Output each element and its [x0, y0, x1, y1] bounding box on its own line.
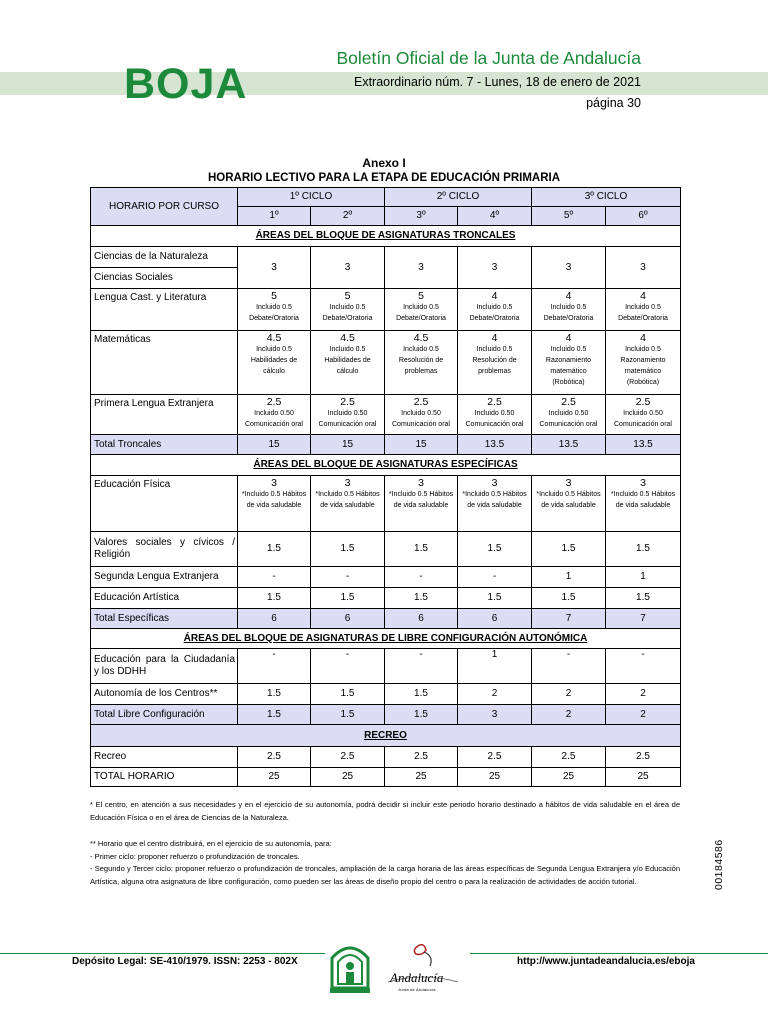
table-cell: 4 Incluido 0.5 Resolución de problemas: [458, 331, 532, 395]
table-cell: 7: [606, 609, 681, 629]
table-cell: 25: [385, 768, 458, 787]
footnotes: [90, 799, 680, 888]
table-cell: 25: [606, 768, 681, 787]
table-cell: 2: [532, 684, 606, 705]
table-cell: 1.5: [606, 588, 681, 609]
table-cell: -: [606, 649, 681, 684]
table-cell: 1: [458, 649, 532, 684]
table-cell: 4.5 Incluido 0.5 Resolución de problemas: [385, 331, 458, 395]
table-cell: 1.5: [311, 705, 385, 725]
boja-logo: BOJA: [124, 60, 248, 108]
table-cell: -: [385, 649, 458, 684]
table-cell: 3: [238, 247, 311, 289]
table-cell: 1.5: [238, 532, 311, 567]
bulletin-title: Boletín Oficial de la Junta de Andalucía: [336, 48, 641, 68]
corner-header: HORARIO POR CURSO: [91, 188, 238, 226]
table-cell: 5 Incluido 0.5 Debate/Oratoria: [311, 289, 385, 331]
table-cell: 3: [311, 247, 385, 289]
section-header: ÁREAS DEL BLOQUE DE ASIGNATURAS DE LIBRE CONFIGURACIÓN AUTONÓMICA: [91, 629, 681, 649]
table-cell: 1: [532, 567, 606, 588]
table-cell: -: [238, 649, 311, 684]
table-cell: 2: [532, 705, 606, 725]
table-cell: 3 *Incluido 0.5 Hábitos de vida saludable: [606, 476, 681, 532]
table-cell: 5 Incluido 0.5 Debate/Oratoria: [238, 289, 311, 331]
table-cell: 4 Incluido 0.5 Razonamiento matemático (Robótica): [606, 331, 681, 395]
subject-label: Segunda Lengua Extranjera: [91, 567, 238, 588]
footer-divider: [470, 953, 768, 954]
table-cell: 2: [606, 705, 681, 725]
table-cell: 2: [606, 684, 681, 705]
table-cell: 4.5 Incluido 0.5 Habilidades de cálculo: [311, 331, 385, 395]
annex-label: Anexo I: [362, 156, 406, 170]
table-cell: 4.5 Incluido 0.5 Habilidades de cálculo: [238, 331, 311, 395]
subject-label: Educación Física: [91, 476, 238, 532]
table-cell: 3 *Incluido 0.5 Hábitos de vida saludable: [311, 476, 385, 532]
cycle-header: 2º CICLO: [385, 188, 532, 207]
table-cell: 6: [311, 609, 385, 629]
table-cell: 1.5: [532, 588, 606, 609]
table-cell: 1.5: [385, 588, 458, 609]
footnote: * El centro, en atención a sus necesidades y en el ejercicio de su autonomía, podrá decidir si incluir este periodo horario destinado a hábitos de vida saludable en el área de Educación Física o en el área de Ciencias de la Naturaleza.: [90, 800, 680, 822]
andalucia-emblem-icon: [326, 940, 374, 996]
table-cell: 15: [311, 435, 385, 455]
table-cell: 25: [311, 768, 385, 787]
footer-link[interactable]: http://www.juntadeandalucia.es/eboja: [517, 956, 695, 967]
table-cell: 1.5: [385, 532, 458, 567]
course-header: 3º: [385, 207, 458, 226]
table-cell: 2.5 Incluido 0.50 Comunicación oral: [606, 395, 681, 435]
footnote: ** Horario que el centro distribuirá, en el ejercicio de su autonomía, para:: [90, 839, 332, 848]
subject-label: Valores sociales y cívicos / Religión: [91, 532, 238, 567]
table-cell: 1.5: [238, 588, 311, 609]
table-cell: 4 Incluido 0.5 Debate/Oratoria: [532, 289, 606, 331]
table-cell: 4 Incluido 0.5 Debate/Oratoria: [458, 289, 532, 331]
cycle-header: 3º CICLO: [532, 188, 681, 207]
total-label: Total Troncales: [91, 435, 238, 455]
table-cell: 1.5: [458, 532, 532, 567]
page-number: página 30: [586, 96, 641, 110]
table-cell: 3 *Incluido 0.5 Hábitos de vida saludable: [238, 476, 311, 532]
table-cell: -: [238, 567, 311, 588]
table-cell: 1.5: [532, 532, 606, 567]
annex-title: HORARIO LECTIVO PARA LA ETAPA DE EDUCACIÓN PRIMARIA: [207, 172, 561, 184]
table-cell: 4 Incluido 0.5 Debate/Oratoria: [606, 289, 681, 331]
course-header: 4º: [458, 207, 532, 226]
table-cell: 3: [385, 247, 458, 289]
junta-logo-text: Andalucía: [390, 970, 444, 985]
total-label: Total Libre Configuración: [91, 705, 238, 725]
subject-label: Ciencias Sociales: [91, 268, 238, 289]
table-cell: 1.5: [238, 684, 311, 705]
table-cell: 1.5: [311, 684, 385, 705]
junta-logo-subtext: Junta de Andalucía: [398, 987, 436, 992]
subject-label: Ciencias de la Naturaleza: [91, 247, 238, 268]
table-cell: 3: [458, 247, 532, 289]
table-cell: 13.5: [458, 435, 532, 455]
table-cell: 2.5 Incluido 0.50 Comunicación oral: [532, 395, 606, 435]
course-header: 2º: [311, 207, 385, 226]
table-cell: 2.5: [385, 747, 458, 768]
table-cell: -: [532, 649, 606, 684]
subject-label: Lengua Cast. y Literatura: [91, 289, 238, 331]
table-cell: 2.5 Incluido 0.50 Comunicación oral: [385, 395, 458, 435]
table-cell: 2.5: [311, 747, 385, 768]
table-cell: 3 *Incluido 0.5 Hábitos de vida saludable: [385, 476, 458, 532]
table-cell: 7: [532, 609, 606, 629]
table-cell: 3 *Incluido 0.5 Hábitos de vida saludable: [458, 476, 532, 532]
subject-label: Educación Artística: [91, 588, 238, 609]
table-cell: 1.5: [458, 588, 532, 609]
table-cell: 2.5 Incluido 0.50 Comunicación oral: [238, 395, 311, 435]
table-cell: 13.5: [532, 435, 606, 455]
schedule-table: [90, 187, 681, 787]
table-cell: 1.5: [606, 532, 681, 567]
table-cell: 2.5: [606, 747, 681, 768]
table-cell: 2: [458, 684, 532, 705]
table-cell: 5 Incluido 0.5 Debate/Oratoria: [385, 289, 458, 331]
section-header: ÁREAS DEL BLOQUE DE ASIGNATURAS TRONCALES: [91, 226, 681, 247]
table-cell: 3: [532, 247, 606, 289]
table-cell: 1.5: [311, 588, 385, 609]
table-cell: 6: [238, 609, 311, 629]
footnote: - Segundo y Tercer ciclo: proponer refuerzo o profundización de troncales, ampliación de la carga horaria de las áreas específicas de Segunda Lengua Extranjera y/o Educación Artística, alguna otra asignatura de libre configuración, como pueden ser las áreas de diseño propio del centro o para la realización de actividades de acción tutorial.: [90, 864, 680, 886]
cycle-header: 1º CICLO: [238, 188, 385, 207]
subject-label: Primera Lengua Extranjera: [91, 395, 238, 435]
footnote: - Primer ciclo: proponer refuerzo o profundización de troncales.: [90, 851, 300, 861]
section-header: RECREO: [91, 725, 681, 747]
table-cell: 25: [532, 768, 606, 787]
table-cell: -: [311, 567, 385, 588]
course-header: 5º: [532, 207, 606, 226]
table-cell: 1.5: [385, 705, 458, 725]
table-cell: 1: [606, 567, 681, 588]
table-cell: 2.5: [238, 747, 311, 768]
table-cell: 1.5: [238, 705, 311, 725]
table-cell: 2.5: [532, 747, 606, 768]
table-cell: 2.5: [458, 747, 532, 768]
table-cell: -: [311, 649, 385, 684]
table-cell: 25: [238, 768, 311, 787]
subject-label: TOTAL HORARIO: [91, 768, 238, 787]
document-id: 00184586: [713, 839, 725, 890]
footer-divider: [0, 953, 325, 954]
course-header: 6º: [606, 207, 681, 226]
total-label: Total Específicas: [91, 609, 238, 629]
table-cell: 3: [606, 247, 681, 289]
table-cell: 1.5: [311, 532, 385, 567]
table-cell: 3 *Incluido 0.5 Hábitos de vida saludable: [532, 476, 606, 532]
edition-line: Extraordinario núm. 7 - Lunes, 18 de enero de 2021: [354, 75, 641, 89]
table-cell: 1.5: [385, 684, 458, 705]
table-cell: 2.5 Incluido 0.50 Comunicación oral: [458, 395, 532, 435]
table-cell: 6: [458, 609, 532, 629]
table-cell: 15: [238, 435, 311, 455]
table-cell: 13.5: [606, 435, 681, 455]
course-header: 1º: [238, 207, 311, 226]
table-cell: -: [458, 567, 532, 588]
table-cell: 6: [385, 609, 458, 629]
table-cell: 3: [458, 705, 532, 725]
table-cell: 2.5 Incluido 0.50 Comunicación oral: [311, 395, 385, 435]
legal-deposit: Depósito Legal: SE-410/1979. ISSN: 2253 - 802X: [72, 956, 298, 967]
subject-label: Autonomía de los Centros**: [91, 684, 238, 705]
subject-label: Educación para la Ciudadanía y los DDHH: [91, 649, 238, 684]
table-cell: 25: [458, 768, 532, 787]
subject-label: Matemáticas: [91, 331, 238, 395]
section-header: ÁREAS DEL BLOQUE DE ASIGNATURAS ESPECÍFICAS: [91, 455, 681, 476]
table-cell: -: [385, 567, 458, 588]
subject-label: Recreo: [91, 747, 238, 768]
table-cell: 15: [385, 435, 458, 455]
table-cell: 4 Incluido 0.5 Razonamiento matemático (Robótica): [532, 331, 606, 395]
